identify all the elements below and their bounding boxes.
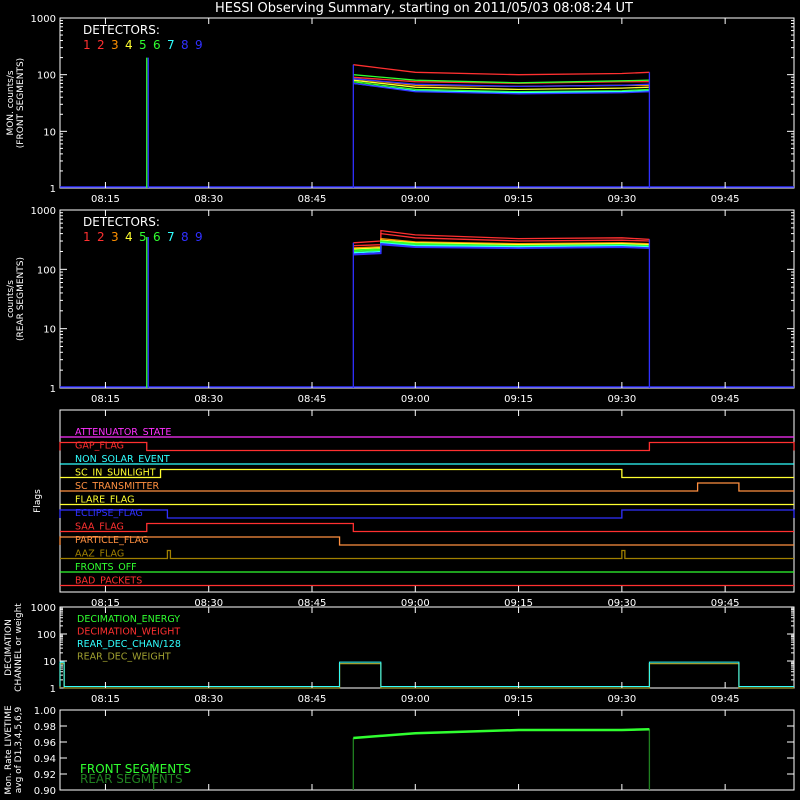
rear-tick-label: 09:45	[710, 394, 740, 405]
rear-tick-label: 09:30	[607, 394, 637, 405]
livetime-ytick-label: 0.92	[33, 770, 56, 781]
rear-tick-label: 08:30	[194, 394, 224, 405]
decimation-tick-label: 09:30	[607, 694, 637, 705]
front-ylabel: (FRONT SEGMENTS)	[16, 57, 26, 149]
front-legend-title: DETECTORS:	[83, 23, 160, 37]
decimation-ytick-label: 1000	[30, 603, 56, 614]
decimation-tick-label: 08:15	[91, 694, 120, 705]
front-tick-label: 09:30	[607, 194, 637, 205]
decimation-rear-weight-line	[60, 664, 794, 688]
flag-line-aaz_flag	[60, 548, 794, 560]
rear-legend-item-2: 2	[97, 230, 105, 244]
flags-tick-label: 08:30	[194, 598, 224, 609]
rear-legend-item-7: 7	[167, 230, 175, 244]
flags-tick-label: 09:15	[504, 598, 533, 609]
flag-line-saa_flag	[60, 521, 794, 533]
front-ytick-label: 100	[36, 70, 56, 82]
flag-label-bad_packets: BAD_PACKETS	[75, 575, 143, 587]
livetime-legend-front-segments: FRONT SEGMENTS	[80, 762, 192, 776]
flag-label-sc_transmitter: SC_TRANSMITTER	[75, 481, 160, 492]
front-tick-label: 08:30	[194, 194, 224, 205]
decimation-legend-decimation-weight: DECIMATION_WEIGHT	[77, 626, 181, 638]
front-series-6	[353, 75, 649, 83]
front-ytick-label: 1	[49, 184, 56, 195]
flag-label-eclipse_flag: ECLIPSE_FLAG	[75, 508, 143, 519]
chart-title: HESSI Observing Summary, starting on 2011/05/03 08:08:24 UT	[215, 1, 633, 16]
front-ytick-label: 10	[43, 127, 56, 139]
decimation-tick-label: 09:15	[504, 694, 533, 705]
livetime-ytick-label: 0.90	[33, 786, 56, 797]
decimation-ytick-label: 100	[36, 630, 56, 641]
front-tick-label: 09:45	[710, 194, 740, 205]
flag-line-sc_in_sunlight	[60, 467, 794, 479]
rear-ytick-label: 100	[36, 265, 56, 277]
livetime-ylabel: avg of D1,3,4,5,6,9	[14, 706, 24, 794]
flag-label-gap_flag: GAP_FLAG	[75, 440, 125, 452]
flags-ylabel: Flags	[33, 489, 43, 513]
front-legend-item-9: 9	[195, 38, 203, 52]
flag-line-gap_flag	[60, 440, 794, 452]
livetime-legend-rear-segments: REAR SEGMENTS	[80, 772, 183, 786]
front-legend-item-3: 3	[111, 38, 119, 52]
flag-label-flare_flag: FLARE_FLAG	[75, 494, 135, 506]
front-legend-item-5: 5	[139, 38, 147, 52]
decimation-ylabel: DECIMATION	[4, 619, 14, 676]
rear-tick-label: 08:45	[297, 394, 327, 405]
front-ytick-label: 1000	[30, 14, 56, 25]
flag-label-fronts_off: FRONTS_OFF	[75, 562, 137, 573]
livetime-ytick-label: 0.96	[33, 738, 56, 749]
flag-line-eclipse_flag	[60, 510, 794, 518]
flags-tick-label: 08:45	[297, 598, 327, 609]
flags-tick-label: 08:15	[91, 598, 120, 609]
flags-tick-label: 09:00	[400, 598, 430, 609]
front-tick-label: 09:00	[400, 194, 430, 205]
flag-label-non_solar_event: NON_SOLAR_EVENT	[75, 454, 170, 465]
flags-tick-label: 09:45	[710, 598, 740, 609]
rear-tick-label: 09:15	[504, 394, 533, 405]
front-legend-item-6: 6	[153, 38, 161, 52]
flag-label-particle_flag: PARTICLE_FLAG	[75, 535, 149, 546]
front-ylabel: MON. counts/s	[6, 70, 16, 136]
livetime-ytick-label: 1.00	[33, 706, 56, 717]
decimation-ylabel: CHANNEL or weight	[14, 603, 24, 692]
flag-line-particle_flag	[60, 537, 794, 545]
decimation-ytick-label: 1	[49, 684, 56, 695]
decimation-legend-decimation-energy: DECIMATION_ENERGY	[77, 614, 181, 625]
decimation-tick-label: 08:30	[194, 694, 224, 705]
decimation-tick-label: 09:00	[400, 694, 430, 705]
rear-legend-item-6: 6	[153, 230, 161, 244]
rear-legend-item-8: 8	[181, 230, 189, 244]
rear-legend-title: DETECTORS:	[83, 215, 160, 229]
flag-line-sc_transmitter	[60, 483, 794, 491]
flag-label-saa_flag: SAA_FLAG	[75, 521, 124, 533]
rear-ytick-label: 1	[49, 384, 56, 395]
livetime-ytick-label: 0.98	[33, 722, 56, 733]
decimation-ytick-label: 10	[43, 657, 56, 668]
front-legend-item-4: 4	[125, 38, 133, 52]
decimation-tick-label: 08:45	[297, 694, 327, 705]
decimation-rear-chan-line	[60, 662, 794, 686]
livetime-ylabel: Mon. Rate LIVETIME	[4, 705, 14, 795]
front-legend-item-8: 8	[181, 38, 189, 52]
front-legend-item-2: 2	[97, 38, 105, 52]
rear-ytick-label: 1000	[30, 206, 56, 217]
front-tick-label: 08:15	[91, 194, 120, 205]
livetime-ytick-label: 0.94	[33, 754, 56, 765]
front-legend-item-1: 1	[83, 38, 91, 52]
flag-label-aaz_flag: AAZ_FLAG	[75, 548, 125, 560]
rear-legend-item-5: 5	[139, 230, 147, 244]
front-legend-item-7: 7	[167, 38, 175, 52]
livetime-front-series	[353, 729, 649, 738]
flag-label-attenuator_state: ATTENUATOR_STATE	[75, 427, 172, 438]
rear-legend-item-9: 9	[195, 230, 203, 244]
rear-legend-item-3: 3	[111, 230, 119, 244]
rear-tick-label: 09:00	[400, 394, 430, 405]
front-series-1	[353, 65, 649, 75]
rear-tick-label: 08:15	[91, 394, 120, 405]
decimation-legend-rear-dec-chan-128: REAR_DEC_CHAN/128	[77, 639, 181, 650]
rear-ylabel: (REAR SEGMENTS)	[16, 256, 26, 342]
flag-label-sc_in_sunlight: SC_IN_SUNLIGHT	[75, 467, 156, 479]
flags-tick-label: 09:30	[607, 598, 637, 609]
rear-ylabel: counts/s	[6, 280, 16, 318]
decimation-legend-rear-dec-weight: REAR_DEC_WEIGHT	[77, 651, 171, 663]
rear-ytick-label: 10	[43, 324, 56, 336]
rear-legend-item-4: 4	[125, 230, 133, 244]
front-tick-label: 09:15	[504, 194, 533, 205]
rear-legend-item-1: 1	[83, 230, 91, 244]
front-tick-label: 08:45	[297, 194, 327, 205]
decimation-tick-label: 09:45	[710, 694, 740, 705]
